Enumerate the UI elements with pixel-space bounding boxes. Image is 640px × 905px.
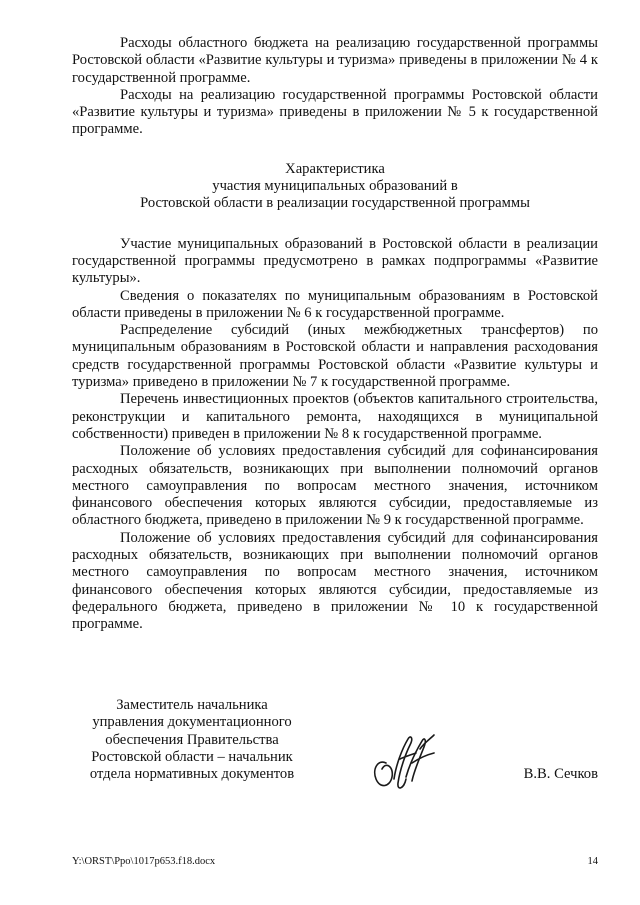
signer-position-line: обеспечения Правительства: [105, 731, 279, 748]
document-body: [72, 35, 598, 634]
signer-position-line: управления документационного: [92, 714, 292, 731]
page-number: 14: [587, 856, 598, 867]
heading-line-1: Характеристика: [285, 160, 385, 177]
section-heading: [72, 161, 598, 213]
signer-position: [72, 697, 312, 783]
paragraph-investment-projects: Перечень инвестиционных проектов (объектов капитального строительства, реконструкции и капитального ремонта, находящихся в муниципальной собственности) приведен в приложении № 8 к государственной программе.: [72, 391, 598, 442]
paragraph-program-expenses: Расходы на реализацию государственной программы Ростовской области «Развитие культуры и туризма» приведены в приложении № 5 к государственной программе.: [72, 86, 598, 138]
signer-position-line: Заместитель начальника: [116, 697, 268, 713]
paragraph-federal-subsidy-terms: Положение об условиях предоставления субсидий для софинансирования расходных обязательств, возникающих при выполнении полномочий органов местного самоуправления по вопросам местного значения, источником финансового обеспечения которых являются субсидии, предоставляемые из федерального бюджета, приведено в приложении № 10 к государственной программе.: [72, 529, 598, 633]
handwritten-signature: [364, 719, 444, 799]
heading-line-2: участия муниципальных образований в: [212, 178, 458, 195]
paragraph-regional-subsidy-terms: Положение об условиях предоставления субсидий для софинансирования расходных обязательств, возникающих при выполнении полномочий органов местного самоуправления по вопросам местного значения, источником финансового обеспечения которых являются субсидии, предоставляемые из областного бюджета, приведено в приложении № 9 к государственной программе.: [72, 443, 598, 529]
paragraph-regional-budget-expenses: Расходы областного бюджета на реализацию государственной программы Ростовской области «Развитие культуры и туризма» приведены в приложении № 4 к государственной программе.: [72, 35, 598, 86]
paragraph-subsidy-distribution: Распределение субсидий (иных межбюджетных трансфертов) по муниципальным образованиям в Ростовской области и направления расходования средств государственной программы Ростовской области «Развитие культуры и туризма» приведено в приложении № 7 к государственной программе.: [72, 322, 598, 391]
paragraph-indicators-info: Сведения о показателях по муниципальным образованиям в Ростовской области приведены в приложении № 6 к государственной программе.: [72, 287, 598, 321]
paragraph-municipal-participation: Участие муниципальных образований в Ростовской области в реализации государственной программы предусмотрено в рамках подпрограммы «Развитие культуры».: [72, 235, 598, 287]
signer-name: В.В. Сечков: [523, 766, 598, 782]
signature-block: [72, 697, 598, 797]
heading-line-3: Ростовской области в реализации государственной программы: [140, 195, 530, 212]
signer-position-line: Ростовской области – начальник: [91, 748, 293, 765]
file-path: Y:\ORST\Ppo\1017p653.f18.docx: [72, 856, 216, 867]
signer-position-line: отдела нормативных документов: [89, 766, 295, 783]
